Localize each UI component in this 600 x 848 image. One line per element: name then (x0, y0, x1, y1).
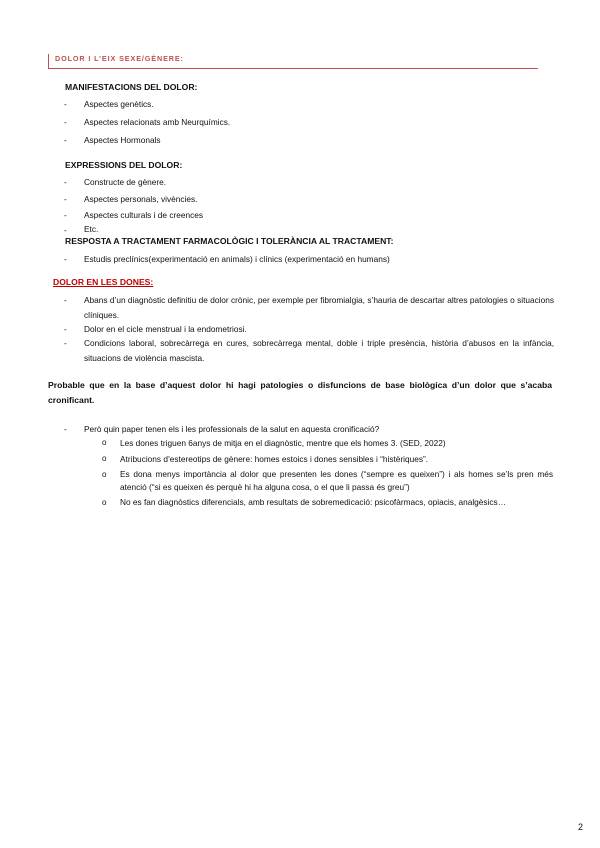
list-dash: - (64, 194, 67, 204)
sub-bullet: o (102, 454, 107, 463)
list-dash: - (64, 424, 67, 434)
sub-list-item: No es fan diagnòstics diferencials, amb resultats de sobremedicació: psicofàrmacs, opiacis, analgèsics… (120, 497, 506, 507)
list-dash: - (64, 295, 67, 305)
list-item: Aspectes Hormonals (84, 135, 161, 145)
list-item: Aspectes relacionats amb Neurquímics. (84, 117, 231, 127)
list-item: Aspectes genètics. (84, 99, 154, 109)
probable-paragraph: Probable que en la base d’aquest dolor hi hagi patologies o disfuncions de base biològica d’un dolor que s’acaba cronificant. (48, 380, 552, 405)
list-dash: - (64, 210, 67, 220)
list-item: Aspectes culturals i de creences (84, 210, 203, 220)
list-item: Constructe de gènere. (84, 177, 167, 187)
sub-list-item: Les dones triguen 6anys de mitja en el diagnòstic, mentre que els homes 3. (SED, 2022) (120, 438, 446, 448)
list-item: Aspectes personals, vivències. (84, 194, 198, 204)
list-dash: - (64, 338, 67, 348)
list-item: Estudis preclínics(experimentació en animals) i clínics (experimentació en humans) (84, 254, 390, 264)
list-item: Dolor en el cicle menstrual i la endometriosi. (84, 324, 247, 334)
sub-bullet: o (102, 498, 107, 507)
list-dash: - (64, 254, 67, 264)
page-number: 2 (578, 822, 584, 832)
resposta-title: RESPOSTA A TRACTAMENT FARMACOLÒGIC I TOLERÀNCIA AL TRACTAMENT: (65, 236, 394, 246)
section-header (48, 50, 538, 69)
list-dash: - (64, 99, 67, 109)
list-dash: - (64, 177, 67, 187)
sub-list-item: Atribucions d’estereotips de gènere: homes estoics i dones sensibles i “histèriques”. (120, 454, 429, 464)
sub-list-item: Es dona menys importància al dolor que presenten les dones (“sempre es queixen”) i als homes se’ls pren més atenció (“si es queixen és perquè hi ha alguna cosa, o el que li passa és greu”) (120, 469, 553, 492)
list-dash: - (64, 117, 67, 127)
list-item: Etc. (84, 224, 99, 234)
list-item: Condicions laboral, sobrecàrrega en cures, sobrecàrrega mental, doble i triple presència, història d’abusos en la infància, situacions de violència mascista. (84, 338, 554, 363)
list-item: Abans d’un diagnòstic definitiu de dolor crònic, per exemple per fibromialgia, s’hauria de descartar altres patologies o situacions clíniques. (84, 295, 554, 320)
list-dash: - (64, 135, 67, 145)
sub-bullet: o (102, 438, 107, 447)
section-header-title: DOLOR I L’EIX SEXE/GÈNERE: (55, 54, 184, 63)
list-dash: - (64, 225, 67, 235)
paper-question: Però quin paper tenen els i les professionals de la salut en aquesta cronificació? (84, 424, 380, 434)
expressions-title: EXPRESSIONS DEL DOLOR: (65, 160, 183, 170)
header-accent-bar (48, 54, 49, 69)
sub-bullet: o (102, 470, 107, 479)
manifestacions-title: MANIFESTACIONS DEL DOLOR: (65, 82, 198, 92)
list-dash: - (64, 324, 67, 334)
dones-title: DOLOR EN LES DONES: (53, 277, 154, 287)
